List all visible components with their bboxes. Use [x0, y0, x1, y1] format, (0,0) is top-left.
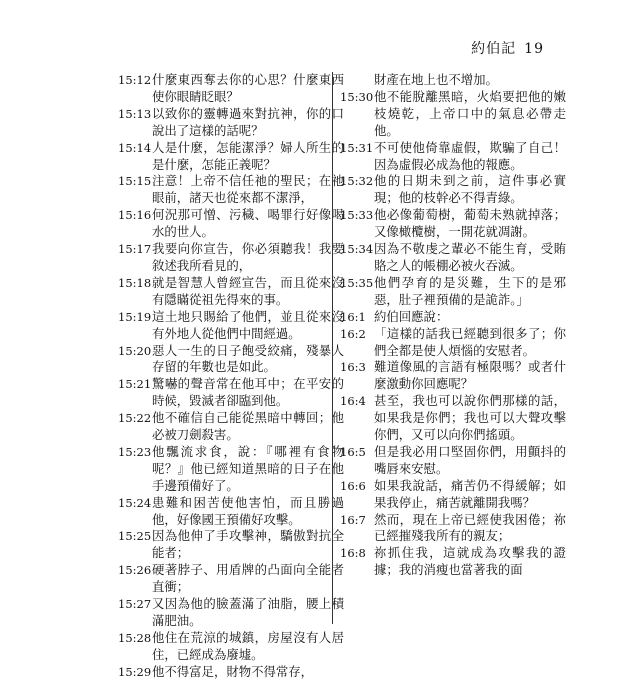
verse-text: 他的日期未到之前，這件事必實現；他的枝幹必不得青綠。 [374, 173, 566, 206]
verse-reference: 15:15 [118, 174, 152, 189]
verse-text: 甚至，我也可以說你們那樣的話，如果我是你們；我也可以大聲攻擊你們，又可以向你們搖頭。 [374, 393, 566, 443]
verse [340, 140, 566, 174]
page-number: 19 [524, 41, 544, 57]
verse-reference: 16:7 [340, 512, 366, 527]
verse [340, 241, 566, 275]
verse-text: 我要向你宣告，你必須聽我！我要敘述我所看見的， [152, 241, 344, 273]
verse [118, 376, 344, 410]
verse-reference: 15:13 [118, 106, 152, 121]
verse [118, 410, 344, 444]
verse-reference: 15:29 [118, 664, 152, 679]
verse-text: 這土地只賜給了他們，並且從來沒有外地人從他們中間經過。 [152, 308, 344, 341]
verse-reference: 16:1 [340, 309, 366, 324]
verse-reference: 15:34 [340, 242, 374, 257]
verse-reference: 16:4 [340, 394, 366, 409]
verse [340, 173, 566, 207]
verse-text: 「這樣的話我已經聽到很多了；你們全都是使人煩惱的安慰者。 [374, 325, 566, 358]
verse-text: 然而，現在上帝已經使我困倦；祢已經摧殘我所有的親友； [374, 511, 566, 544]
verse [340, 207, 566, 241]
verse [340, 89, 566, 140]
verse-reference: 15:14 [118, 140, 152, 155]
verse-text: 硬著脖子、用盾牌的凸面向全能者直衝； [152, 562, 344, 595]
verse [118, 106, 344, 140]
verse [340, 444, 566, 478]
verse-reference: 15:18 [118, 275, 152, 290]
verse-text: 注意！上帝不信任祂的聖民；在祂眼前，諸天也從來都不潔淨， [152, 173, 344, 206]
verse-reference: 16:6 [340, 478, 366, 493]
verse [118, 630, 344, 664]
verse [118, 444, 344, 495]
verse [118, 207, 344, 241]
verse-reference: 15:26 [118, 563, 152, 578]
verse [340, 478, 566, 512]
verse-reference: 15:12 [118, 73, 152, 87]
verse [118, 241, 344, 275]
verse [340, 72, 566, 89]
verse [118, 562, 344, 596]
verse [340, 359, 566, 393]
verse-reference: 15:32 [340, 174, 374, 189]
verse-text: 約伯回應說： [374, 308, 449, 324]
verse-reference: 15:33 [340, 208, 374, 223]
verse-text: 患難和困苦使他害怕，而且勝過他，好像國王預備好攻擊。 [152, 494, 344, 527]
verse-text: 人是什麼，怎能潔淨？婦人所生的是什麼，怎能正義呢？ [152, 139, 344, 172]
left-column [118, 72, 344, 681]
verse [340, 393, 566, 444]
verse-reference: 15:25 [118, 529, 152, 544]
verse-text: 因為不敬虔之輩必不能生育，受賄賂之人的帳棚必被火吞滅。 [374, 241, 566, 273]
verse-text: 他不得富足，財物不得常存， [152, 663, 314, 679]
right-column [340, 72, 566, 579]
column-divider [332, 72, 333, 624]
verse-text: 他飄流求食，說：『哪裡有食物呢？』他已經知道黑暗的日子在他手邊預備好了。 [152, 443, 344, 493]
verse-text: 惡人一生的日子飽受絞痛，殘暴人存留的年數也是如此。 [152, 342, 344, 375]
verse [340, 326, 566, 360]
verse-reference: 15:19 [118, 309, 152, 324]
verse-text: 因為他伸了手攻擊神，驕傲對抗全能者； [152, 528, 344, 561]
verse-reference: 16:2 [340, 326, 366, 341]
verse-text: 他不確信自己能從黑暗中轉回；他必被刀劍殺害。 [152, 410, 344, 443]
verse [118, 596, 344, 630]
verse-reference: 15:35 [340, 275, 374, 290]
verse-reference: 15:28 [118, 630, 152, 645]
verse-text: 又因為他的臉蓋滿了油脂，腰上積滿肥油。 [152, 596, 344, 628]
verse [118, 140, 344, 174]
verse-reference: 15:31 [340, 140, 374, 155]
verse-text: 不可使他倚靠虛假，欺騙了自己！因為虛假必成為他的報應。 [374, 139, 566, 172]
verse-text: 何況那可憎、污穢、喝罪行好像喝水的世人。 [152, 207, 344, 240]
verse [118, 309, 344, 343]
verse-text: 如果我說話，痛苦仍不得緩解；如果我停止，痛苦就離開我嗎？ [374, 477, 566, 510]
verse-text: 什麼東西奪去你的心思？什麼東西使你眼睛眨眼？ [152, 72, 344, 104]
verse-reference: 15:20 [118, 343, 152, 358]
running-header [471, 38, 544, 58]
verse-reference: 16:5 [340, 444, 366, 459]
verse [118, 664, 344, 681]
verse-text: 他們孕育的是災難，生下的是邪惡，肚子裡預備的是詭詐。」 [374, 274, 566, 307]
verse [118, 343, 344, 377]
verse [118, 173, 344, 207]
verse-text: 他必像葡萄樹，葡萄未熟就掉落；又像橄欖樹，一開花就凋謝。 [374, 207, 566, 240]
verse-text: 他住在荒涼的城鎮，房屋沒有人居住，已經成為廢墟。 [152, 629, 344, 662]
verse-reference: 15:16 [118, 208, 152, 223]
verse-reference: 15:24 [118, 495, 152, 510]
verse-text: 財產在地上也不增加。 [374, 72, 498, 87]
verse [340, 512, 566, 546]
verse [118, 275, 344, 309]
verse-text: 他不能脫離黑暗，火焰要把他的嫩枝燒乾，上帝口中的氣息必帶走他。 [374, 88, 566, 138]
verse [340, 309, 566, 326]
verse [118, 72, 344, 106]
verse-text: 難道像風的言語有極限嗎？或者什麼激動你回應呢？ [374, 359, 566, 392]
verse-reference: 16:3 [340, 360, 366, 375]
verse [340, 545, 566, 579]
verse-text: 驚嚇的聲音常在他耳中；在平安的時候，毀滅者卻臨到他。 [152, 376, 344, 409]
verse-text: 就是智慧人曾經宣告，而且從來沒有隱瞞從祖先得來的事。 [152, 274, 344, 307]
verse [340, 275, 566, 309]
verse-reference: 15:22 [118, 411, 152, 426]
verse-reference: 15:21 [118, 377, 152, 392]
verse-reference: 15:17 [118, 242, 152, 257]
verse [118, 495, 344, 529]
verse-reference: 15:27 [118, 597, 152, 612]
verse-text: 以致你的靈轉過來對抗神，你的口說出了這樣的話呢？ [152, 105, 344, 138]
book-title: 約伯記 [471, 41, 517, 57]
verse-text: 祢抓住我，這就成為攻擊我的證據；我的消瘦也當著我的面 [374, 545, 566, 578]
verse [118, 528, 344, 562]
verse-reference: 15:23 [118, 444, 152, 459]
verse-reference: 15:30 [340, 89, 374, 104]
verse-reference: 16:8 [340, 546, 366, 561]
verse-text: 但是我必用口堅固你們，用顫抖的嘴唇來安慰。 [374, 443, 566, 476]
